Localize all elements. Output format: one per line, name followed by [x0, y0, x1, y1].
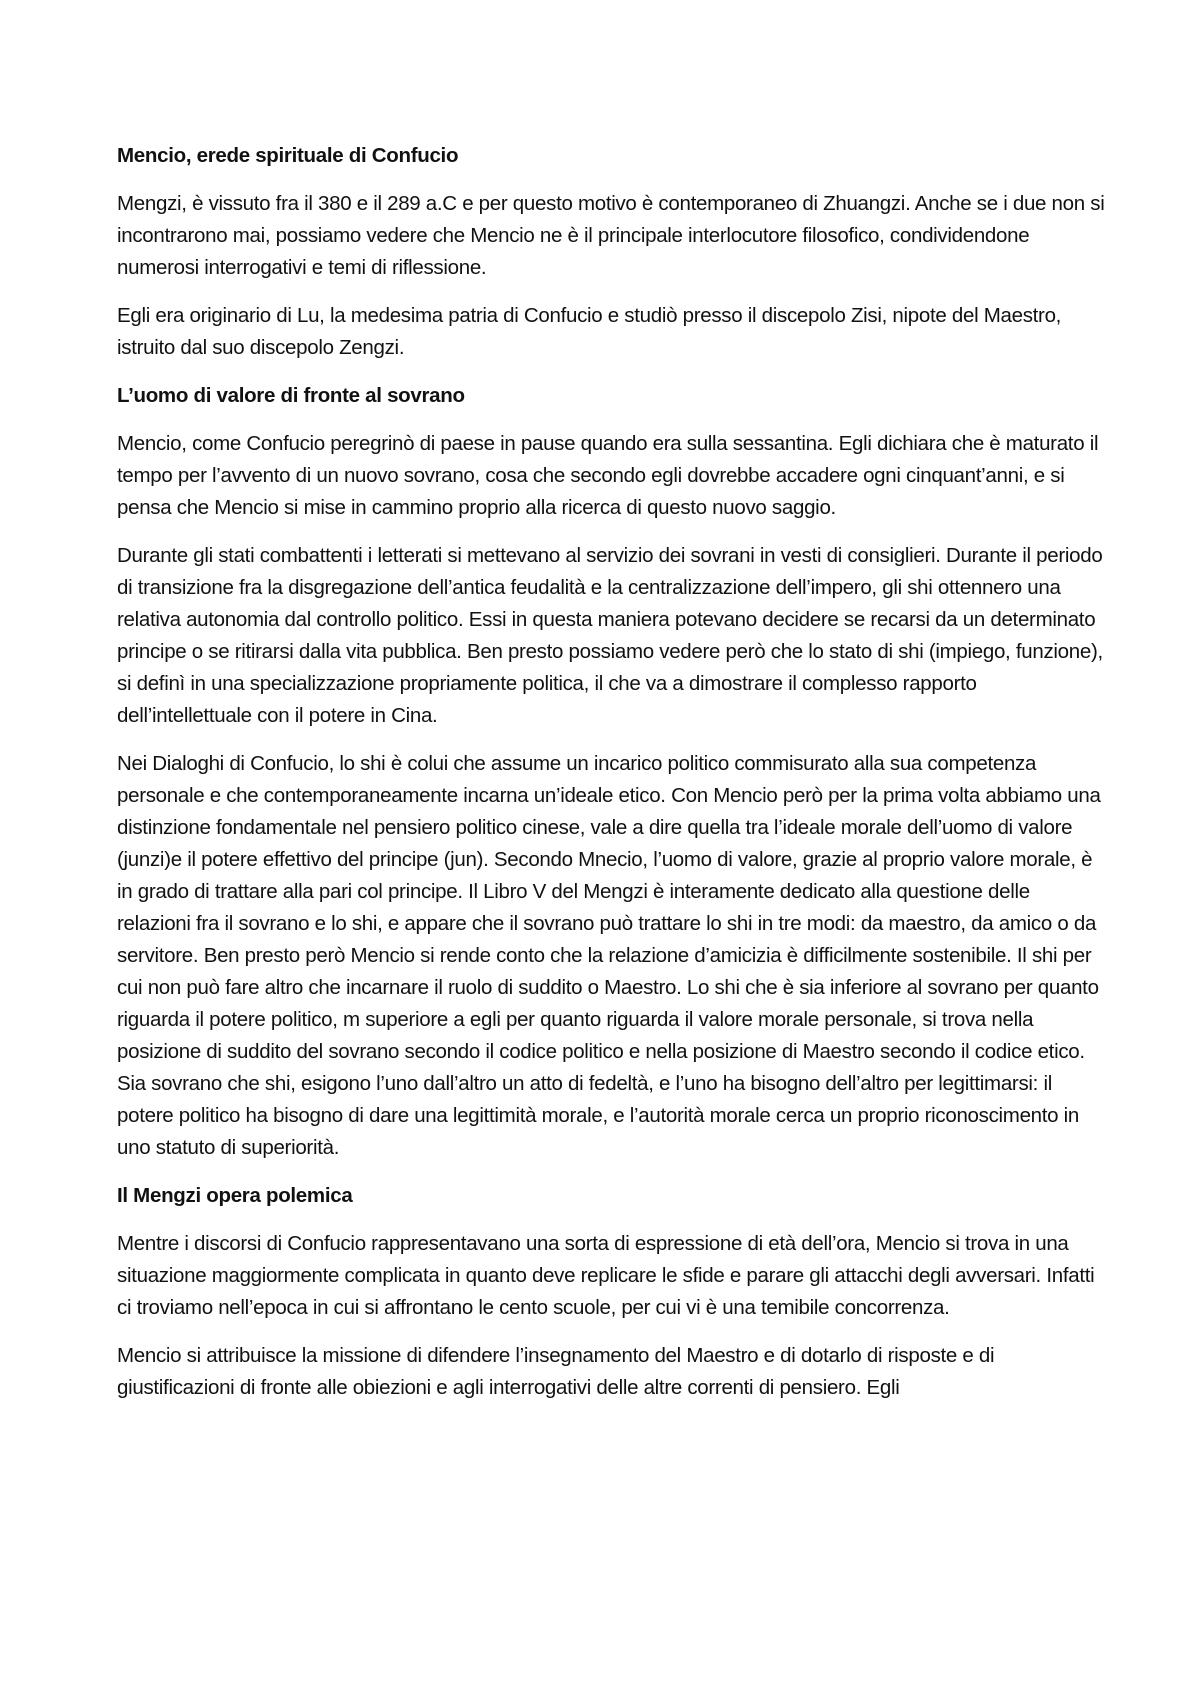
paragraph: Durante gli stati combattenti i letterati si mettevano al servizio dei sovrani in vesti di consiglieri. Durante il periodo di transizione fra la disgregazione dell’antica feudalità e la centralizzazione dell’impero, gli shi ottennero una relativa autonomia dal controllo politico. Essi in questa maniera potevano decidere se recarsi da un determinato principe o se ritirarsi dalla vita pubblica. Ben presto possiamo vedere però che lo stato di shi (impiego, funzione), si definì in una specializzazione propriamente politica, il che va a dimostrare il complesso rapporto dell’intellettuale con il potere in Cina. [117, 544, 1103, 727]
paragraph: Mencio, come Confucio peregrinò di paese in pause quando era sulla sessantina. Egli dichiara che è maturato il tempo per l’avvento di un nuovo sovrano, cosa che secondo egli dovrebbe accadere ogni cinquant’anni, e si pensa che Mencio si mise in cammino proprio alla ricerca di questo nuovo saggio. [117, 432, 1099, 519]
section-heading: Il Mengzi opera polemica [117, 1184, 353, 1207]
section-heading: L’uomo di valore di fronte al sovrano [117, 384, 465, 407]
paragraph: Mentre i discorsi di Confucio rappresentavano una sorta di espressione di età dell’ora, Mencio si trova in una situazione maggiormente complicata in quanto deve replicare le sfide e parare gli attacchi degli avversari. Infatti ci troviamo nell’epoca in cui si affrontano le cento scuole, per cui vi è una temibile concorrenza. [117, 1232, 1095, 1319]
paragraph: Mengzi, è vissuto fra il 380 e il 289 a.C e per questo motivo è contemporaneo di Zhuangzi. Anche se i due non si incontrarono mai, possiamo vedere che Mencio ne è il principale interlocutore filosofico, condividendone numerosi interrogativi e temi di riflessione. [117, 192, 1105, 279]
paragraph: Egli era originario di Lu, la medesima patria di Confucio e studiò presso il discepolo Zisi, nipote del Maestro, istruito dal suo discepolo Zengzi. [117, 304, 1062, 359]
paragraph: Nei Dialoghi di Confucio, lo shi è colui che assume un incarico politico commisurato alla sua competenza personale e che contemporaneamente incarna un’ideale etico. Con Mencio però per la prima volta abbiamo una distinzione fondamentale nel pensiero politico cinese, vale a dire quella tra l’ideale morale dell’uomo di valore (junzi)e il potere effettivo del principe (jun). Secondo Mnecio, l’uomo di valore, grazie al proprio valore morale, è in grado di trattare alla pari col principe. Il Libro V del Mengzi è interamente dedicato alla questione delle relazioni fra il sovrano e lo shi, e appare che il sovrano può trattare lo shi in tre modi: da maestro, da amico o da servitore. Ben presto però Mencio si rende conto che la relazione d’amicizia è difficilmente sostenibile. Il shi per cui non può fare altro che incarnare il ruolo di suddito o Maestro. Lo shi che è sia inferiore al sovrano per quanto riguarda il potere politico, m superiore a egli per quanto riguarda il valore morale personale, si trova nella posizione di suddito del sovrano secondo il codice politico e nella posizione di Maestro secondo il codice etico. Sia sovrano che shi, esigono l’uno dall’altro un atto di fedeltà, e l’uno ha bisogno dell’altro per legittimarsi: il potere politico ha bisogno di dare una legittimità morale, e l’autorità morale cerca un proprio riconoscimento in uno statuto di superiorità. [117, 752, 1101, 1159]
paragraph: Mencio si attribuisce la missione di difendere l’insegnamento del Maestro e di dotarlo di risposte e di giustificazioni di fronte alle obiezioni e agli interrogativi delle altre correnti di pensiero. Egli [117, 1344, 995, 1399]
document-body [117, 140, 1107, 1420]
section-heading: Mencio, erede spirituale di Confucio [117, 144, 459, 167]
